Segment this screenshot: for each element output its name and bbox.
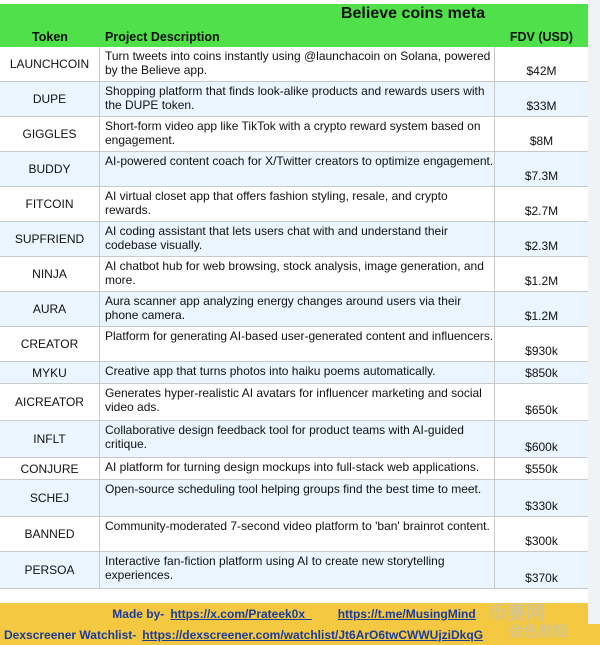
table-row: [0, 187, 588, 222]
description-cell: AI coding assistant that lets users chat with and understand their codebase visually.: [100, 222, 495, 256]
table-row: [0, 362, 588, 384]
description-cell: Short-form video app like TikTok with a crypto reward system based on engagement.: [100, 117, 495, 151]
header-description: Project Description: [105, 30, 220, 44]
description-cell: Creative app that turns photos into haiku poems automatically.: [100, 362, 495, 383]
token-cell: FITCOIN: [0, 187, 100, 221]
fdv-cell: $930k: [525, 344, 558, 358]
footer-credits: [0, 603, 588, 624]
token-cell: GIGGLES: [0, 117, 100, 151]
description-cell: AI chatbot hub for web browsing, stock analysis, image generation, and more.: [100, 257, 495, 291]
table-row: [0, 117, 588, 152]
fdv-cell: $8M: [529, 134, 554, 148]
description-cell: Platform for generating AI-based user-generated content and influencers.: [100, 327, 495, 361]
header-token: Token: [32, 30, 68, 44]
token-cell: BUDDY: [0, 152, 100, 186]
watermark-line2: 金色财经: [508, 622, 569, 640]
token-cell: PERSOA: [0, 552, 100, 588]
page-title: Believe coins meta: [340, 5, 486, 22]
telegram-link[interactable]: https://t.me/MusingMind: [337, 606, 476, 621]
watchlist-label: Dexscreener Watchlist-: [4, 627, 137, 642]
token-cell: INFLT: [0, 421, 100, 457]
fdv-cell: $42M: [526, 64, 557, 78]
token-cell: SUPFRIEND: [0, 222, 100, 256]
table-header: [0, 27, 588, 48]
description-cell: Collaborative design feedback tool for product teams with AI-guided critique.: [100, 421, 495, 457]
token-cell: CONJURE: [0, 458, 100, 479]
table-row: [0, 421, 588, 458]
description-cell: Aura scanner app analyzing energy changes around users via their phone camera.: [100, 292, 495, 326]
fdv-cell: $33M: [526, 99, 557, 113]
fdv-cell: $550k: [525, 462, 558, 476]
token-cell: MYKU: [0, 362, 100, 383]
table-row: [0, 384, 588, 421]
table-row: [0, 517, 588, 552]
footer-watchlist: [0, 624, 600, 645]
watchlist-link[interactable]: https://dexscreener.com/watchlist/Jt6ArO6twCWWUjziDkqG: [142, 627, 484, 642]
fdv-cell: $600k: [525, 440, 558, 454]
description-cell: Community-moderated 7-second video platform to 'ban' brainrot content.: [100, 517, 495, 551]
token-cell: LAUNCHCOIN: [0, 47, 100, 81]
table-row: [0, 292, 588, 327]
token-cell: CREATOR: [0, 327, 100, 361]
table-row: [0, 152, 588, 187]
right-margin: [588, 0, 600, 645]
table-row: [0, 552, 588, 589]
token-cell: AURA: [0, 292, 100, 326]
fdv-cell: $650k: [525, 403, 558, 417]
watermark-line1: 币赛网: [488, 602, 546, 624]
table-row: [0, 327, 588, 362]
fdv-cell: $330k: [525, 499, 558, 513]
table-row: [0, 257, 588, 292]
fdv-cell: $850k: [525, 366, 558, 380]
token-cell: BANNED: [0, 517, 100, 551]
fdv-cell: $2.7M: [524, 204, 559, 218]
token-cell: NINJA: [0, 257, 100, 291]
description-cell: Interactive fan-fiction platform using AI to create new storytelling experiences.: [100, 552, 495, 588]
token-cell: SCHEJ: [0, 480, 100, 516]
table-row: [0, 222, 588, 257]
header-fdv: FDV (USD): [509, 30, 574, 44]
fdv-cell: $370k: [525, 571, 558, 585]
fdv-cell: $2.3M: [524, 239, 559, 253]
description-cell: Open-source scheduling tool helping groups find the best time to meet.: [100, 480, 495, 516]
description-cell: AI-powered content coach for X/Twitter creators to optimize engagement.: [100, 152, 495, 186]
description-cell: Shopping platform that finds look-alike products and rewards users with the DUPE token.: [100, 82, 495, 116]
description-cell: Generates hyper-realistic AI avatars for influencer marketing and social video ads.: [100, 384, 495, 420]
description-cell: AI platform for turning design mockups into full-stack web applications.: [100, 458, 495, 479]
description-cell: AI virtual closet app that offers fashion styling, resale, and crypto rewards.: [100, 187, 495, 221]
table-row: [0, 480, 588, 517]
fdv-cell: $1.2M: [524, 309, 559, 323]
table-row: [0, 47, 588, 82]
made-by-link[interactable]: https://x.com/Prateek0x_: [170, 606, 312, 621]
fdv-cell: $1.2M: [524, 274, 559, 288]
token-cell: AICREATOR: [0, 384, 100, 420]
made-by-label: Made by-: [112, 606, 165, 621]
fdv-cell: $300k: [525, 534, 558, 548]
token-cell: DUPE: [0, 82, 100, 116]
description-cell: Turn tweets into coins instantly using @launchacoin on Solana, powered by the Believe app.: [100, 47, 495, 81]
table-row: [0, 458, 588, 480]
table-row: [0, 82, 588, 117]
fdv-cell: $7.3M: [524, 169, 559, 183]
